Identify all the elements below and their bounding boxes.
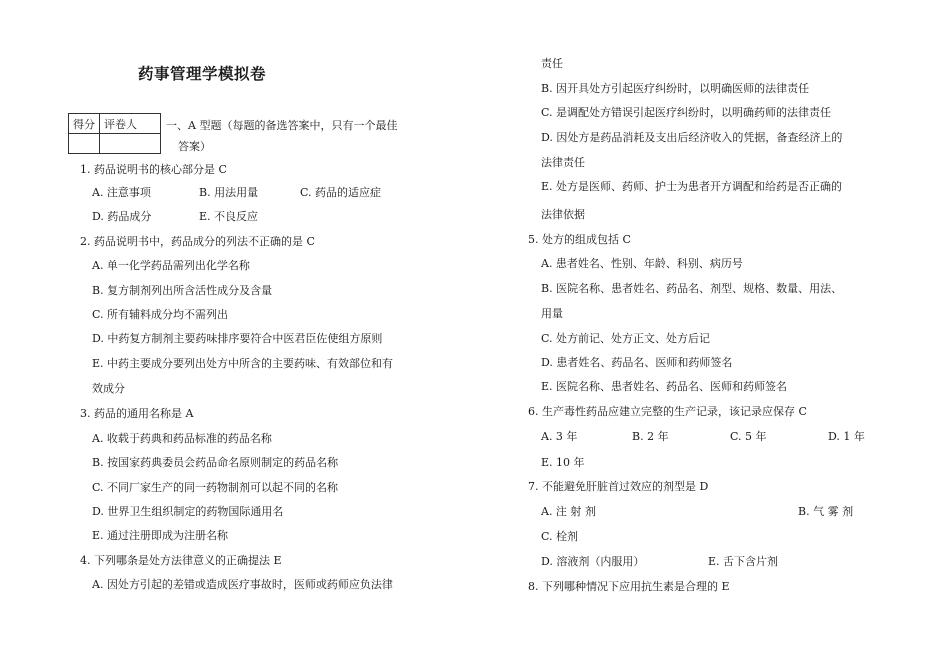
section-heading-cont: 答案） xyxy=(178,140,211,153)
q2-option-e-cont: 效成分 xyxy=(92,382,125,395)
q4-option-e: E. 处方是医师、药师、护士为患者开方调配和给药是否正确的 xyxy=(541,180,843,193)
question-7: 7. 不能避免肝脏首过效应的剂型是 D xyxy=(528,480,709,493)
q2-option-e: E. 中药主要成分要列出处方中所含的主要药味、有效部位和有 xyxy=(92,357,394,370)
q4-option-e-cont: 法律依据 xyxy=(541,208,585,221)
q5-option-d: D. 患者姓名、药品名、医师和药师签名 xyxy=(541,356,733,369)
q4-option-c: C. 是调配处方错误引起医疗纠纷时，以明确药师的法律责任 xyxy=(541,106,832,119)
q4-option-b: B. 因开具处方引起医疗纠纷时，以明确医师的法律责任 xyxy=(541,82,810,95)
q5-option-a: A. 患者姓名、性别、年龄、科别、病历号 xyxy=(541,257,743,270)
q1-option-e: E. 不良反应 xyxy=(199,210,259,223)
q4-option-a: A. 因处方引起的差错或造成医疗事故时，医师或药师应负法律 xyxy=(92,578,393,591)
q5-option-c: C. 处方前记、处方正文、处方后记 xyxy=(541,332,711,345)
page-title: 药事管理学模拟卷 xyxy=(138,64,267,83)
score-table-blank-row xyxy=(69,134,161,154)
q6-option-b: B. 2 年 xyxy=(632,430,669,443)
question-5: 5. 处方的组成包括 C xyxy=(528,233,631,246)
q6-option-d: D. 1 年 xyxy=(828,430,865,443)
score-table-header-row xyxy=(69,114,161,134)
q2-option-b: B. 复方制剂列出所含活性成分及含量 xyxy=(92,284,273,297)
q3-option-a: A. 收载于药典和药品标准的药品名称 xyxy=(92,432,272,445)
q1-option-b: B. 用法用量 xyxy=(199,186,259,199)
q4-option-a-cont: 责任 xyxy=(541,57,563,70)
score-table xyxy=(68,113,161,154)
q7-option-b: B. 气 雾 剂 xyxy=(798,505,854,518)
q3-option-c: C. 不同厂家生产的同一药物制剂可以起不同的名称 xyxy=(92,481,339,494)
q6-option-a: A. 3 年 xyxy=(541,430,578,443)
score-cell xyxy=(69,134,100,154)
score-label: 得分 xyxy=(69,114,100,134)
q6-option-c: C. 5 年 xyxy=(730,430,767,443)
grader-label: 评卷人 xyxy=(100,114,161,134)
q1-option-a: A. 注意事项 xyxy=(92,186,151,199)
question-3: 3. 药品的通用名称是 A xyxy=(80,407,194,420)
q3-option-e: E. 通过注册即成为注册名称 xyxy=(92,529,229,542)
question-6: 6. 生产毒性药品应建立完整的生产记录，该记录应保存 C xyxy=(528,405,807,418)
q3-option-d: D. 世界卫生组织制定的药物国际通用名 xyxy=(92,505,284,518)
q6-option-e: E. 10 年 xyxy=(541,456,585,469)
section-heading: 一、A 型题（每题的备选答案中，只有一个最佳 xyxy=(166,119,398,132)
q3-option-b: B. 按国家药典委员会药品命名原则制定的药品名称 xyxy=(92,456,339,469)
q4-option-d-cont: 法律责任 xyxy=(541,156,585,169)
question-2: 2. 药品说明书中，药品成分的列法不正确的是 C xyxy=(80,235,315,248)
q4-option-d: D. 因处方是药品消耗及支出后经济收入的凭据，备查经济上的 xyxy=(541,131,843,144)
question-8: 8. 下列哪种情况下应用抗生素是合理的 E xyxy=(528,580,730,593)
q2-option-d: D. 中药复方制剂主要药味排序要符合中医君臣佐使组方原则 xyxy=(92,332,383,345)
q2-option-a: A. 单一化学药品需列出化学名称 xyxy=(92,259,250,272)
q5-option-b: B. 医院名称、患者姓名、药品名、剂型、规格、数量、用法、 xyxy=(541,282,843,295)
q7-option-d: D. 溶液剂（内服用） xyxy=(541,555,645,568)
question-4: 4. 下列哪条是处方法律意义的正确提法 E xyxy=(80,554,282,567)
question-1: 1. 药品说明书的核心部分是 C xyxy=(80,163,227,176)
q7-option-e: E. 舌下含片剂 xyxy=(708,555,779,568)
q1-option-d: D. 药品成分 xyxy=(92,210,152,223)
q5-option-e: E. 医院名称、患者姓名、药品名、医师和药师签名 xyxy=(541,380,788,393)
grader-cell xyxy=(100,134,161,154)
q7-option-a: A. 注 射 剂 xyxy=(541,505,596,518)
q5-option-b-cont: 用量 xyxy=(541,307,563,320)
q2-option-c: C. 所有辅料成分均不需列出 xyxy=(92,308,229,321)
q7-option-c: C. 栓剂 xyxy=(541,530,579,543)
q1-option-c: C. 药品的适应症 xyxy=(300,186,382,199)
